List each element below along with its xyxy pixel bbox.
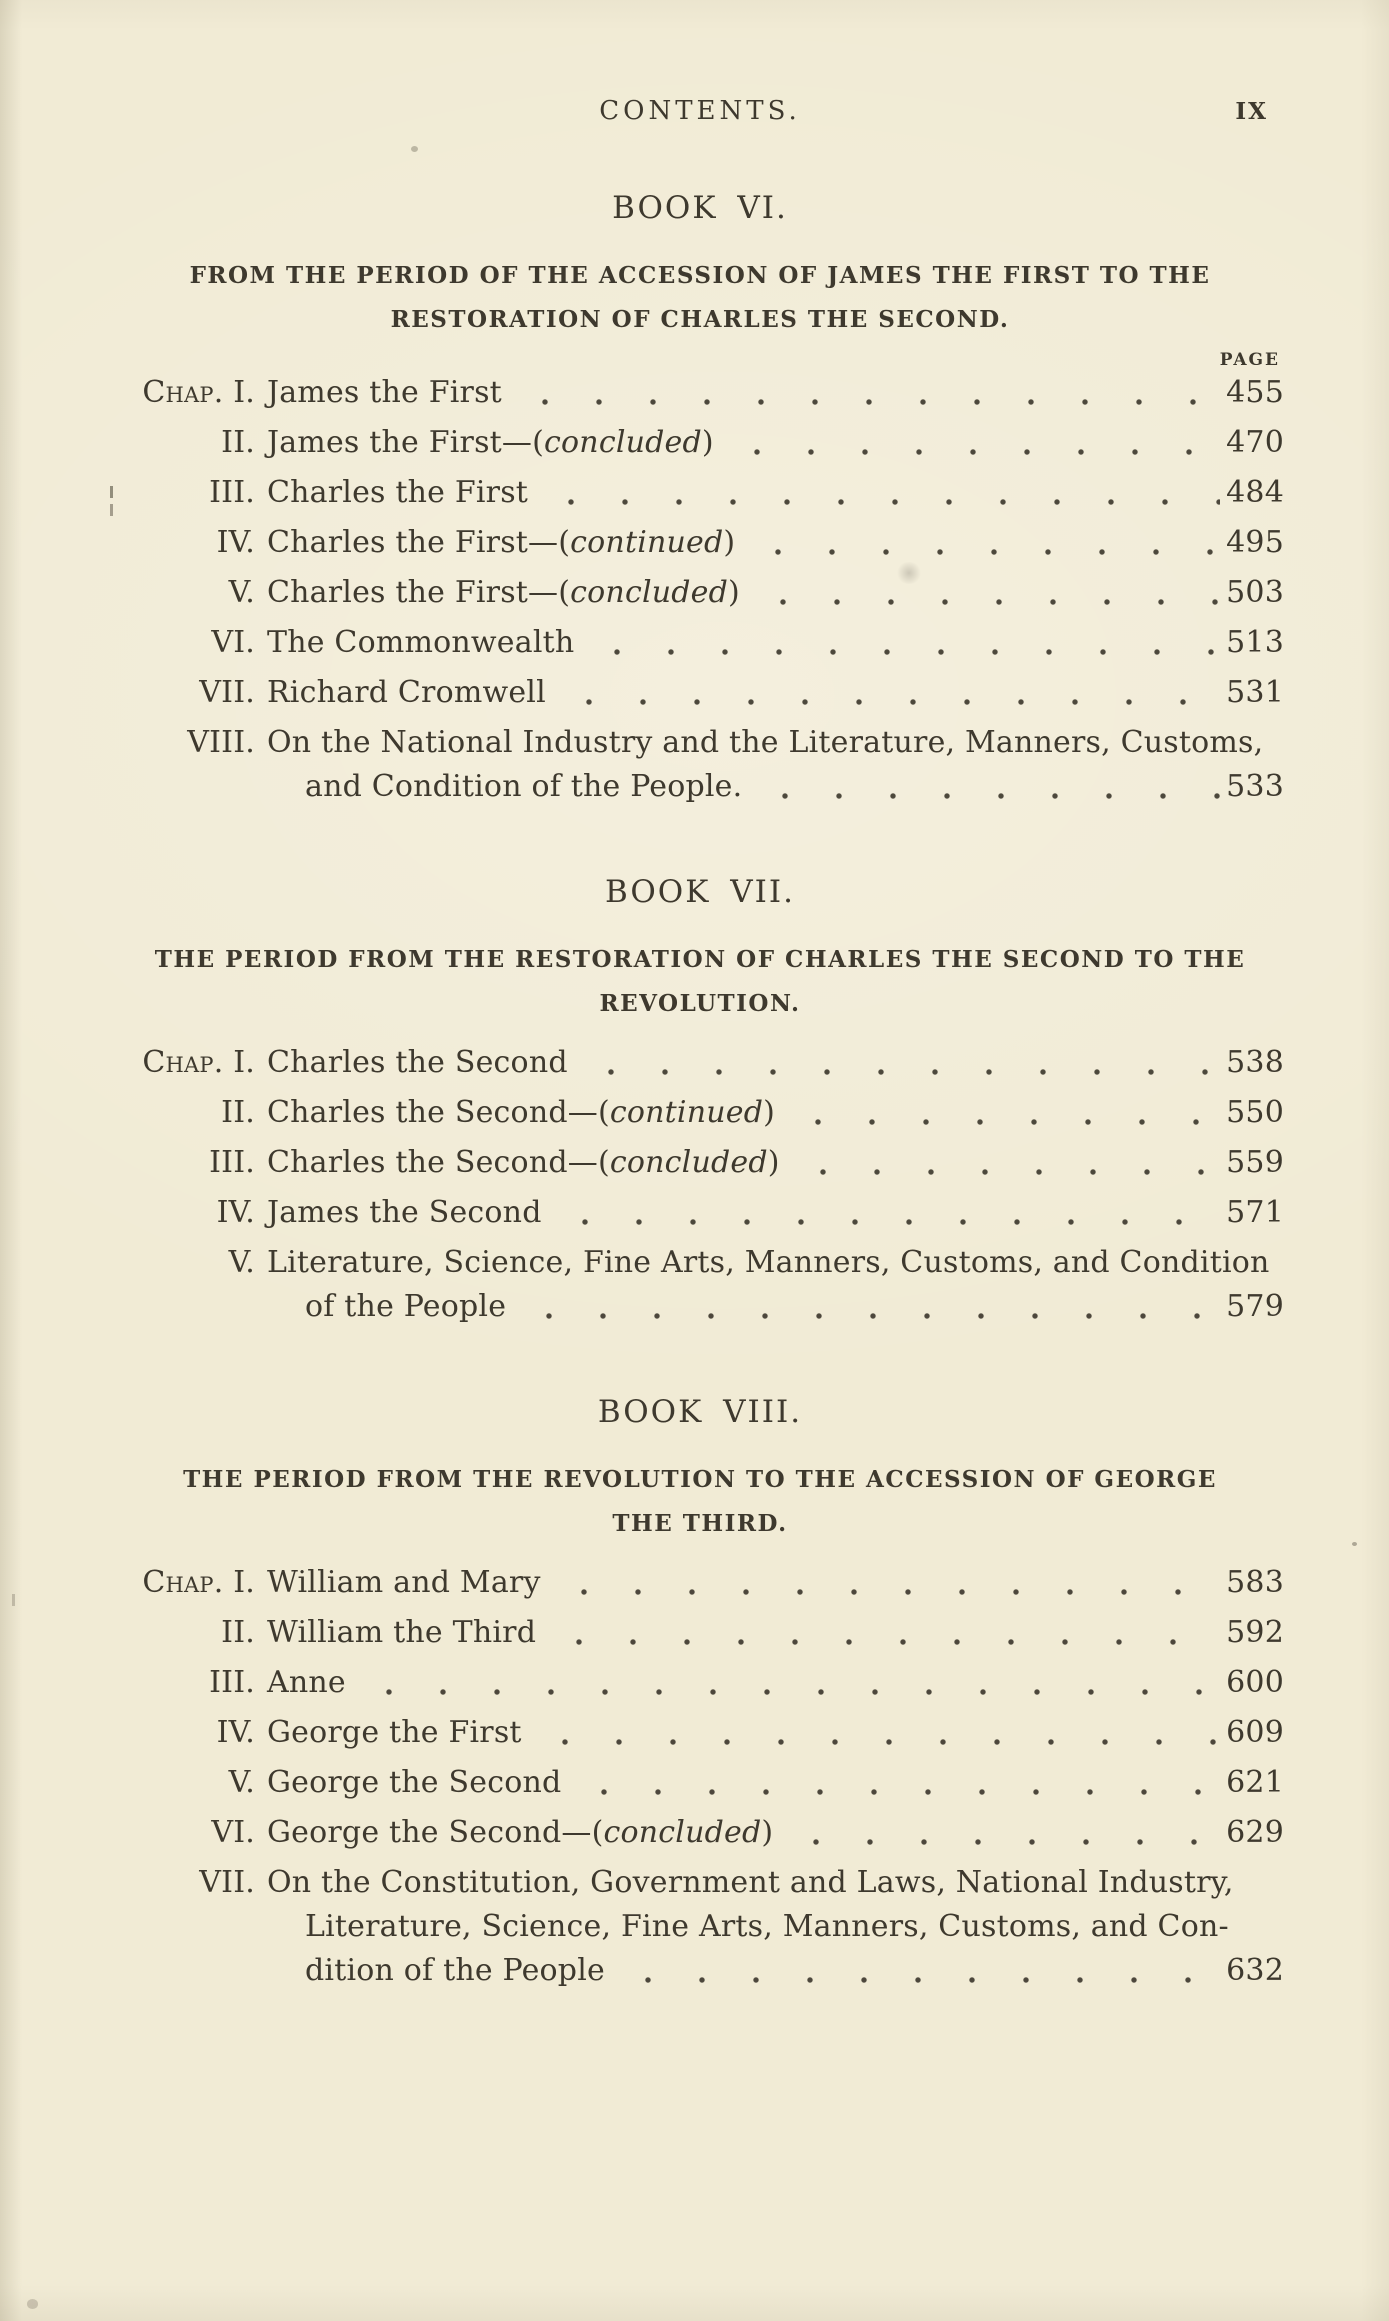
toc-entry [100,426,1284,460]
book-subtitle-line: THE PERIOD FROM THE REVOLUTION TO THE ACCESSION OF GEORGE [183,1466,1217,1493]
chapter-title: James the First—(concluded) [267,425,714,460]
toc-entry [100,1616,1284,1650]
toc-entry [100,1566,1284,1600]
book-vi-heading: BOOK VI. [612,190,788,226]
chapter-title-line: dition of the People 632 [305,1953,1284,1988]
dot-leader [758,770,1220,804]
dot-leader [544,476,1220,510]
dot-leader [730,426,1220,460]
chapter-numeral: III. [209,475,255,510]
dot-leader [362,1666,1220,1700]
book-vii-subtitle [100,938,1300,1026]
toc-entry [100,1246,1284,1324]
toc-entry [100,526,1284,560]
page-number: 600 [1226,1665,1284,1700]
chapter-title: William and Mary [267,1565,541,1600]
chapter-title-line: On the National Industry and the Literature, Manners, Customs, [267,725,1264,760]
toc-entry [100,1816,1284,1850]
dot-leader [590,626,1220,660]
dot-leader [796,1146,1220,1180]
chapter-title-line: and Condition of the People. 533 [305,769,1284,804]
book-vii-toc [100,1046,1300,1324]
chapter-title: James the Second [267,1195,542,1230]
contents-title: CONTENTS. [599,96,801,126]
page-number: 495 [1226,525,1284,560]
page-number: 538 [1226,1045,1284,1080]
toc-entry [100,1196,1284,1230]
chapter-numeral: V. [228,575,255,610]
page-number: 533 [1226,769,1284,804]
page-number: 513 [1226,625,1284,660]
chapter-title: The Commonwealth [267,625,575,660]
toc-entry [100,1096,1284,1130]
chapter-numeral: VIII. [187,725,255,760]
chapter-numeral: Chap. I. [142,1045,255,1080]
chapter-title-line: Literature, Science, Fine Arts, Manners, Customs, and Con- [305,1909,1229,1944]
book-subtitle-line: THE PERIOD FROM THE RESTORATION OF CHARLES THE SECOND TO THE [154,946,1246,973]
chapter-title: Richard Cromwell [267,675,546,710]
page-column-label: PAGE [1219,350,1280,370]
toc-entry [100,1766,1284,1800]
dot-leader [577,1766,1220,1800]
page-number: 503 [1226,575,1284,610]
book-viii-toc [100,1566,1300,1988]
chapter-numeral: VII. [199,675,255,710]
running-head [100,96,1300,134]
chapter-title-line: of the People 579 [305,1289,1284,1324]
chapter-numeral: VII. [199,1865,255,1900]
chapter-title: Anne [267,1665,346,1700]
chapter-numeral: V. [228,1765,255,1800]
chapter-numeral: VI. [211,625,255,660]
book-subtitle-line: REVOLUTION. [599,990,801,1017]
chapter-numeral: Chap. I. [142,1565,255,1600]
page-number: 470 [1226,425,1284,460]
page-number: 609 [1226,1715,1284,1750]
chapter-title [255,726,1284,804]
page-number: 592 [1226,1615,1284,1650]
chapter-title: Charles the First [267,475,529,510]
book-vii-heading: BOOK VII. [605,874,795,910]
chapter-title: Charles the First—(continued) [267,525,736,560]
page-number: 579 [1226,1289,1284,1324]
chapter-title: George the First [267,1715,522,1750]
dot-leader [789,1816,1220,1850]
dot-leader [522,1290,1220,1324]
chapter-title: Charles the Second [267,1045,568,1080]
toc-entry [100,676,1284,710]
page-number: 629 [1226,1815,1284,1850]
page-number: 531 [1226,675,1284,710]
dot-leader [584,1046,1220,1080]
chapter-title-line: On the Constitution, Government and Laws, National Industry, [267,1865,1234,1900]
chapter-title: Charles the First—(concluded) [267,575,740,610]
toc-entry [100,1666,1284,1700]
chapter-title: William the Third [267,1615,537,1650]
page-number: 583 [1226,1565,1284,1600]
dot-leader [558,1196,1220,1230]
toc-entry [100,626,1284,660]
toc-entry [100,726,1284,804]
chapter-title: James the First [267,375,502,410]
book-vi-subtitle [100,254,1300,342]
chapter-numeral: IV. [216,1195,255,1230]
chapter-title: Charles the Second—(concluded) [267,1145,780,1180]
chapter-title: George the Second—(concluded) [267,1815,774,1850]
book-vi-toc [100,376,1300,804]
chapter-title: George the Second [267,1765,562,1800]
chapter-title-line: Literature, Science, Fine Arts, Manners, Customs, and Condition [267,1245,1270,1280]
chapter-numeral: IV. [216,525,255,560]
page-number: 621 [1226,1765,1284,1800]
page-number: 571 [1226,1195,1284,1230]
toc-entry [100,576,1284,610]
chapter-title [255,1246,1284,1324]
book-viii-heading: BOOK VIII. [597,1394,803,1430]
chapter-title: Charles the Second—(continued) [267,1095,776,1130]
page-number: 632 [1226,1953,1284,1988]
dot-leader [562,676,1220,710]
chapter-numeral: VI. [211,1815,255,1850]
paper-speck-artifact [1352,1542,1357,1546]
chapter-numeral: Chap. I. [142,375,255,410]
chapter-numeral: V. [228,1245,255,1280]
chapter-numeral: III. [209,1665,255,1700]
page-number: 550 [1226,1095,1284,1130]
page-number: 559 [1226,1145,1284,1180]
dot-leader [518,376,1220,410]
chapter-numeral: III. [209,1145,255,1180]
book-subtitle-line: THE THIRD. [612,1510,788,1537]
page-number: 484 [1226,475,1284,510]
page-number: 455 [1226,375,1284,410]
dot-leader [557,1566,1220,1600]
dot-leader [751,526,1220,560]
book-viii-subtitle [100,1458,1300,1546]
dot-leader [552,1616,1220,1650]
book-subtitle-line: FROM THE PERIOD OF THE ACCESSION OF JAMES THE FIRST TO THE [189,262,1211,289]
chapter-title [255,1866,1284,1988]
toc-entry [100,1146,1284,1180]
toc-entry [100,376,1284,410]
book-subtitle-line: RESTORATION OF CHARLES THE SECOND. [390,306,1010,333]
chapter-numeral: IV. [216,1715,255,1750]
toc-entry [100,1716,1284,1750]
chapter-numeral: II. [221,1615,255,1650]
folio-number: IX [1235,98,1268,125]
chapter-numeral: II. [221,1095,255,1130]
dot-leader [756,576,1220,610]
dot-leader [538,1716,1220,1750]
toc-entry [100,1866,1284,1988]
chapter-numeral: II. [221,425,255,460]
toc-entry [100,1046,1284,1080]
dot-leader [621,1954,1220,1988]
toc-entry [100,476,1284,510]
dot-leader [791,1096,1220,1130]
